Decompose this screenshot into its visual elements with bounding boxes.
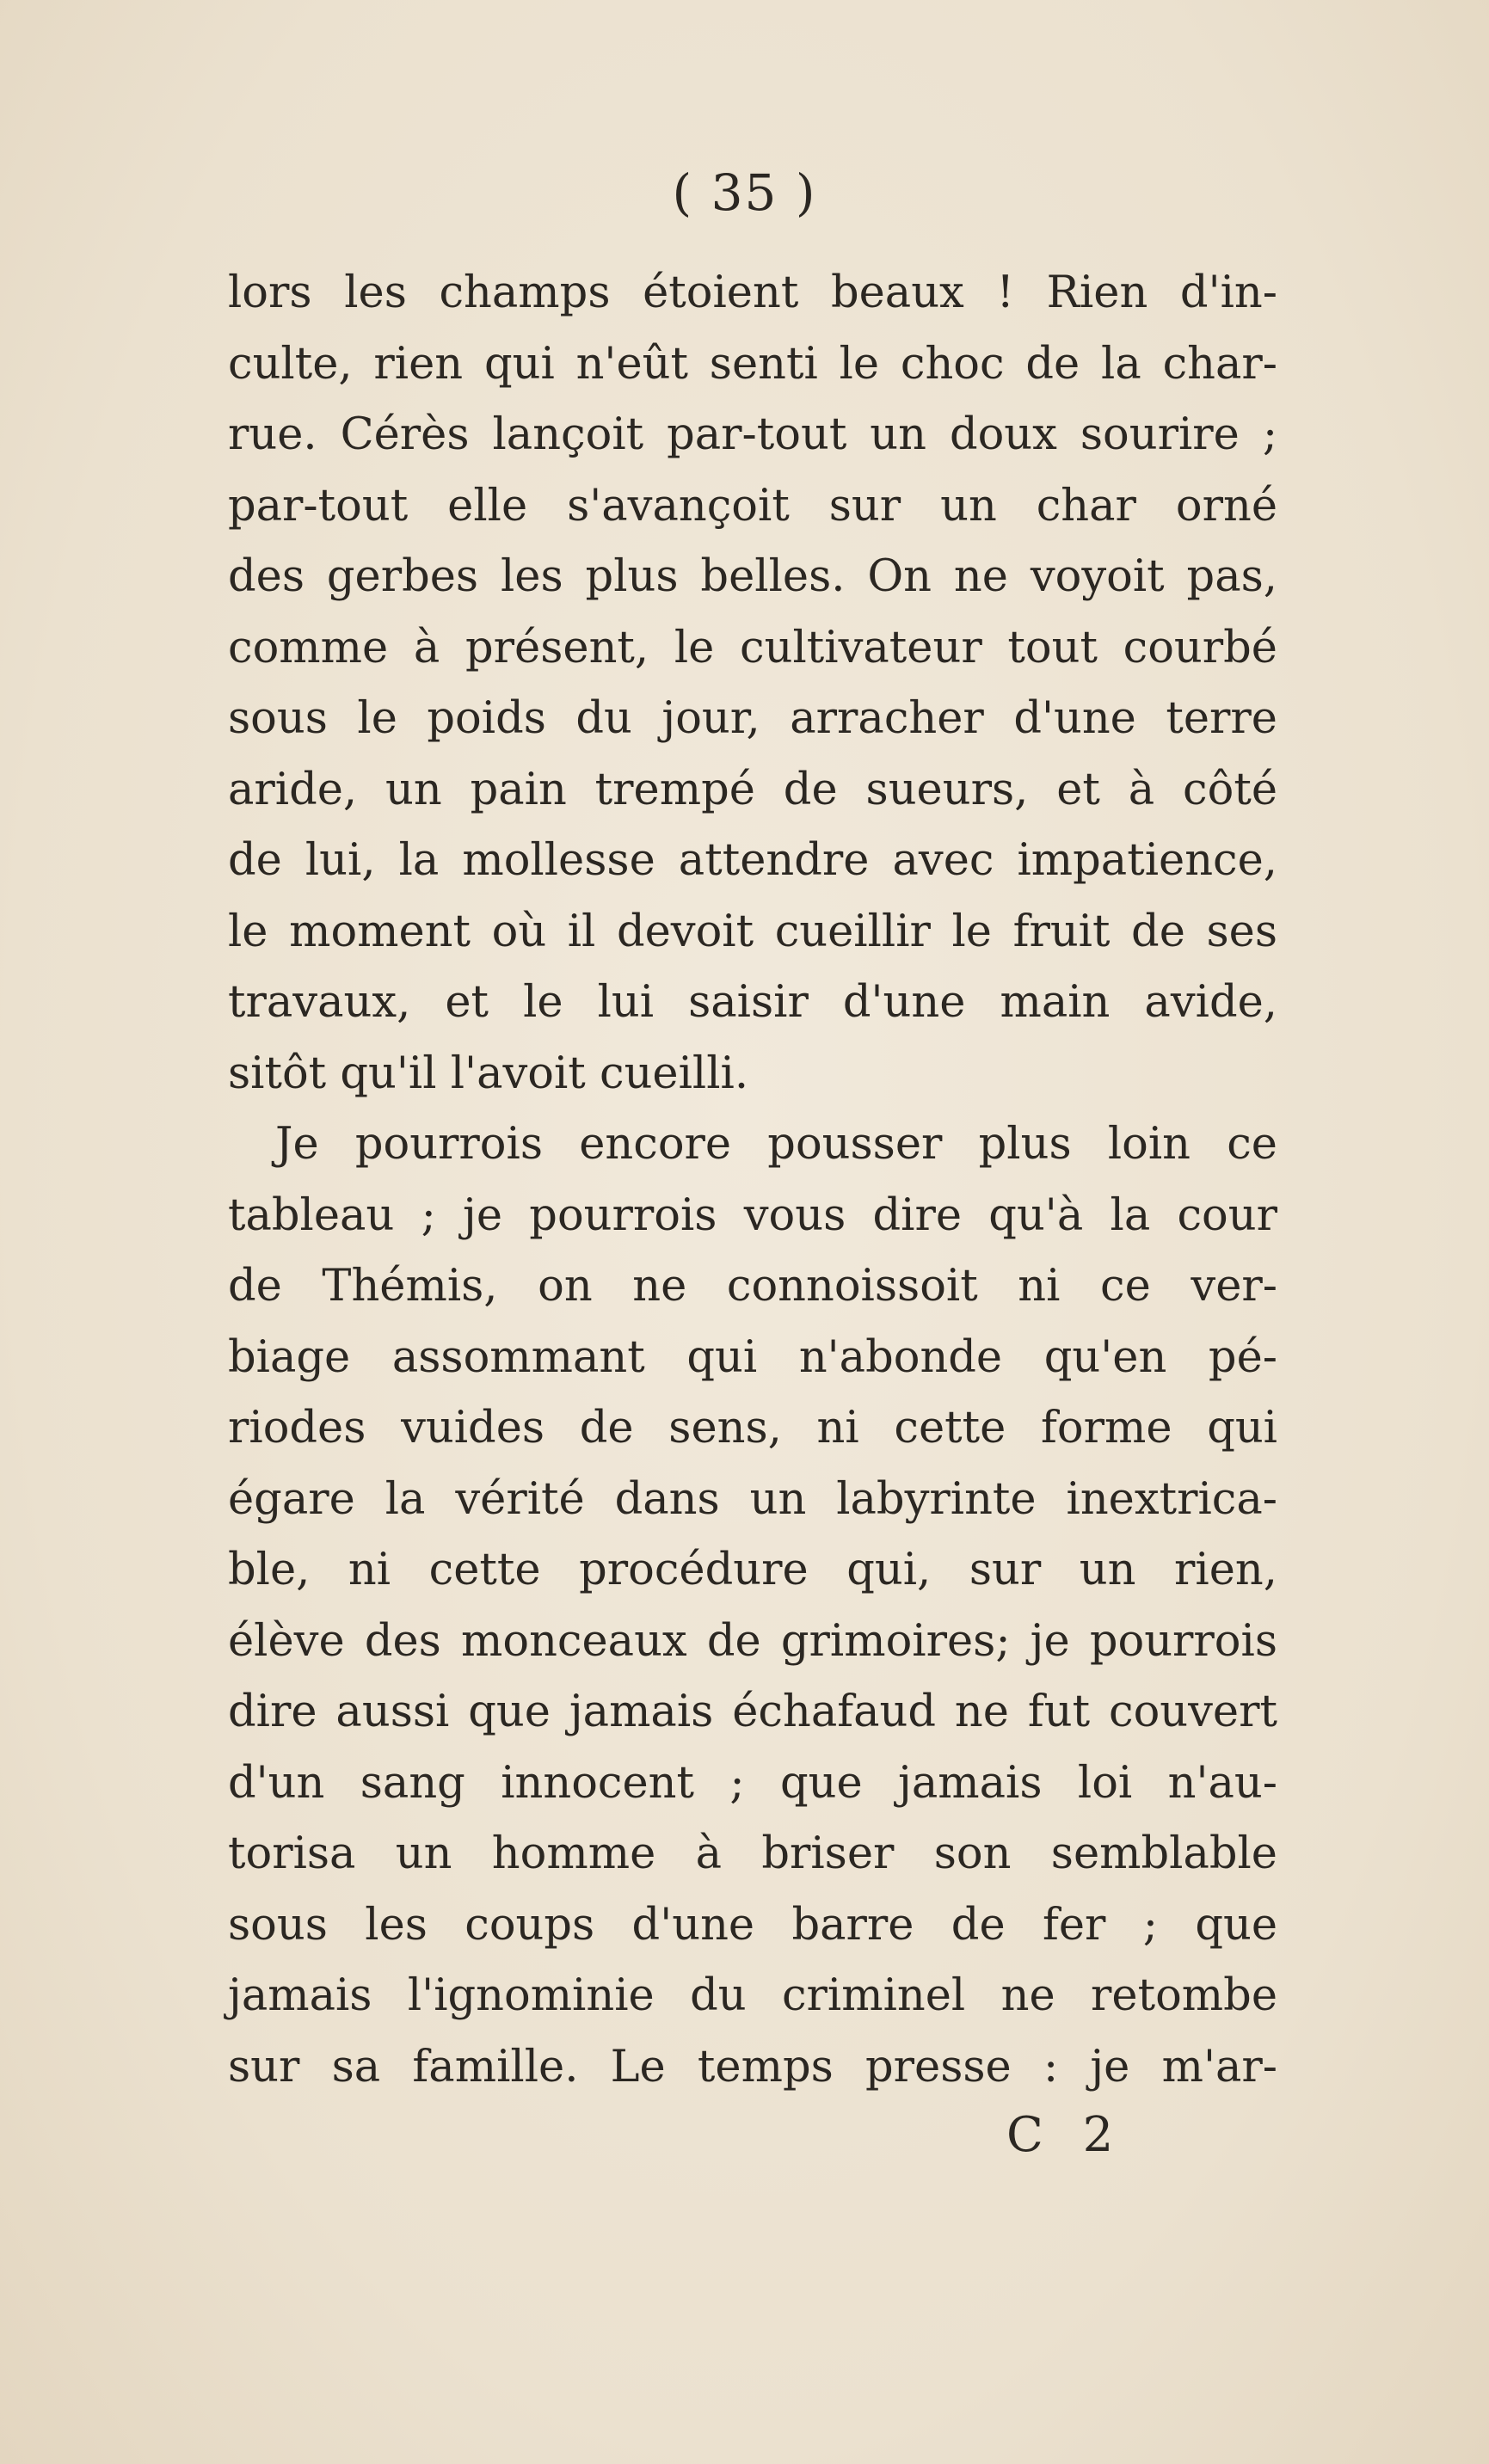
text-line: riodes vuides de sens, ni cette forme qui xyxy=(228,1403,1277,1453)
text-line: comme à présent, le cultivateur tout courbé xyxy=(228,622,1277,673)
text-line: jamais l'ignominie du criminel ne retombe xyxy=(228,1970,1277,2021)
text-line: ble, ni cette procédure qui, sur un rien, xyxy=(228,1545,1277,1595)
text-line: dire aussi que jamais échafaud ne fut couvert xyxy=(228,1687,1277,1737)
signature-mark: C 2 xyxy=(1006,2107,1126,2163)
paragraph-start-line: Je pourrois encore pousser plus loin ce xyxy=(275,1119,1277,1170)
text-line: des gerbes les plus belles. On ne voyoit pas, xyxy=(228,551,1277,602)
body-text xyxy=(228,258,1277,2103)
text-line: sous le poids du jour, arracher d'une terre xyxy=(228,693,1277,744)
text-line: rue. Cérès lançoit par-tout un doux sourire ; xyxy=(228,409,1277,460)
text-line: élève des monceaux de grimoires; je pourrois xyxy=(228,1615,1277,1667)
text-line: tableau ; je pourrois vous dire qu'à la cour xyxy=(228,1189,1277,1241)
text-line: culte, rien qui n'eût senti le choc de la char- xyxy=(228,338,1277,390)
text-line: travaux, et le lui saisir d'une main avide, xyxy=(228,977,1277,1028)
page-number-header: ( 35 ) xyxy=(672,163,817,222)
text-line: par-tout elle s'avançoit sur un char orné xyxy=(228,480,1277,532)
text-line: lors les champs étoient beaux ! Rien d'in- xyxy=(228,267,1277,318)
paragraph-end-line: sitôt qu'il l'avoit cueilli. xyxy=(228,1048,749,1099)
text-line: torisa un homme à briser son semblable xyxy=(228,1828,1277,1879)
text-line: d'un sang innocent ; que jamais loi n'au- xyxy=(228,1757,1277,1809)
text-line: de Thémis, on ne connoissoit ni ce ver- xyxy=(228,1261,1277,1312)
text-line: sur sa famille. Le temps presse : je m'ar- xyxy=(228,2041,1277,2092)
text-line: aride, un pain trempé de sueurs, et à côté xyxy=(228,764,1277,815)
text-line: de lui, la mollesse attendre avec impatience, xyxy=(228,835,1277,886)
text-line: sous les coups d'une barre de fer ; que xyxy=(228,1899,1277,1951)
text-line: biage assommant qui n'abonde qu'en pé- xyxy=(228,1331,1277,1383)
text-line: égare la vérité dans un labyrinte inextrica- xyxy=(228,1473,1277,1525)
text-line: le moment où il devoit cueillir le fruit de ses xyxy=(228,906,1277,957)
